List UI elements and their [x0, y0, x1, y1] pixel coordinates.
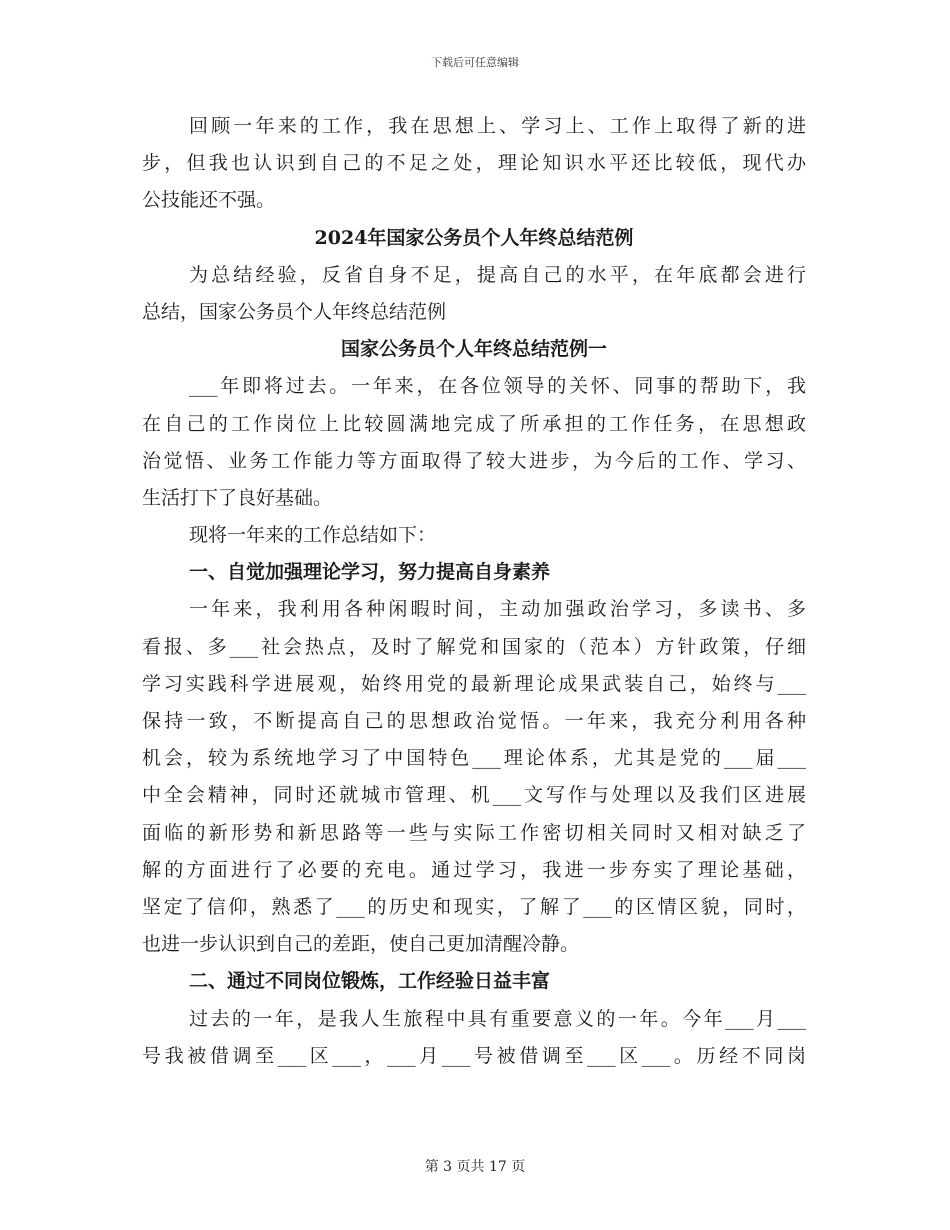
paragraph-line: 为总结经验，反省自身不足，提高自己的水平，在年底都会进行	[189, 263, 806, 286]
paragraph-line: 生活打下了良好基础。	[142, 486, 333, 509]
paragraph-line: 过去的一年，是我人生旅程中具有重要意义的一年。今年___月___	[189, 1007, 806, 1030]
paragraph-line: 机会，较为系统地学习了中国特色___理论体系，尤其是党的___届___	[142, 747, 806, 770]
paragraph-line: 也进一步认识到自己的差距，使自己更加清醒冷静。	[142, 933, 580, 956]
paragraph-line: 中全会精神，同时还就城市管理、机___文写作与处理以及我们区进展	[142, 784, 806, 807]
paragraph-line: 看报、多___社会热点，及时了解党和国家的（范本）方针政策，仔细	[142, 635, 806, 658]
document-body	[142, 108, 806, 1075]
paragraph-line: 坚定了信仰，熟悉了___的历史和现实，了解了___的区情区貌，同时，	[142, 895, 806, 918]
document-title: 2024年国家公务员个人年终总结范例	[314, 226, 634, 249]
paragraph-line: 号我被借调至___区___，___月___号被借调至___区___。历经不同岗	[142, 1044, 806, 1067]
paragraph-line: 总结，国家公务员个人年终总结范例	[142, 300, 447, 323]
page-header-note: 下载后可任意编辑	[431, 56, 519, 69]
section-title: 国家公务员个人年终总结范例一	[340, 338, 607, 361]
paragraph-line: 面临的新形势和新思路等一些与实际工作密切相关同时又相对缺乏了	[142, 821, 806, 844]
paragraph-line: 公技能还不强。	[142, 189, 276, 212]
paragraph-line: ___年即将过去。一年来，在各位领导的关怀、同事的帮助下，我	[189, 375, 806, 398]
paragraph-line: 回顾一年来的工作，我在思想上、学习上、工作上取得了新的进	[189, 115, 806, 137]
page-number-footer: 第 3 页共 17 页	[424, 1159, 526, 1175]
paragraph-line: 在自己的工作岗位上比较圆满地完成了所承担的工作任务，在思想政	[142, 412, 806, 435]
section-heading: 二、通过不同岗位锻炼，工作经验日益丰富	[189, 970, 551, 993]
paragraph-line: 步，但我也认识到自己的不足之处，理论知识水平还比较低，现代办	[142, 152, 806, 175]
paragraph-line: 一年来，我利用各种闲暇时间，主动加强政治学习，多读书、多	[189, 598, 806, 621]
paragraph-line: 解的方面进行了必要的充电。通过学习，我进一步夯实了理论基础，	[142, 858, 806, 881]
paragraph-line: 保持一致，不断提高自己的思想政治觉悟。一年来，我充分利用各种	[142, 710, 806, 732]
paragraph-line: 学习实践科学进展观，始终用党的最新理论成果武装自己，始终与___	[142, 672, 806, 695]
paragraph-line: 现将一年来的工作总结如下：	[189, 524, 437, 547]
section-heading: 一、自觉加强理论学习，努力提高自身素养	[189, 561, 551, 584]
paragraph-line: 治觉悟、业务工作能力等方面取得了较大进步，为今后的工作、学习、	[142, 449, 806, 472]
